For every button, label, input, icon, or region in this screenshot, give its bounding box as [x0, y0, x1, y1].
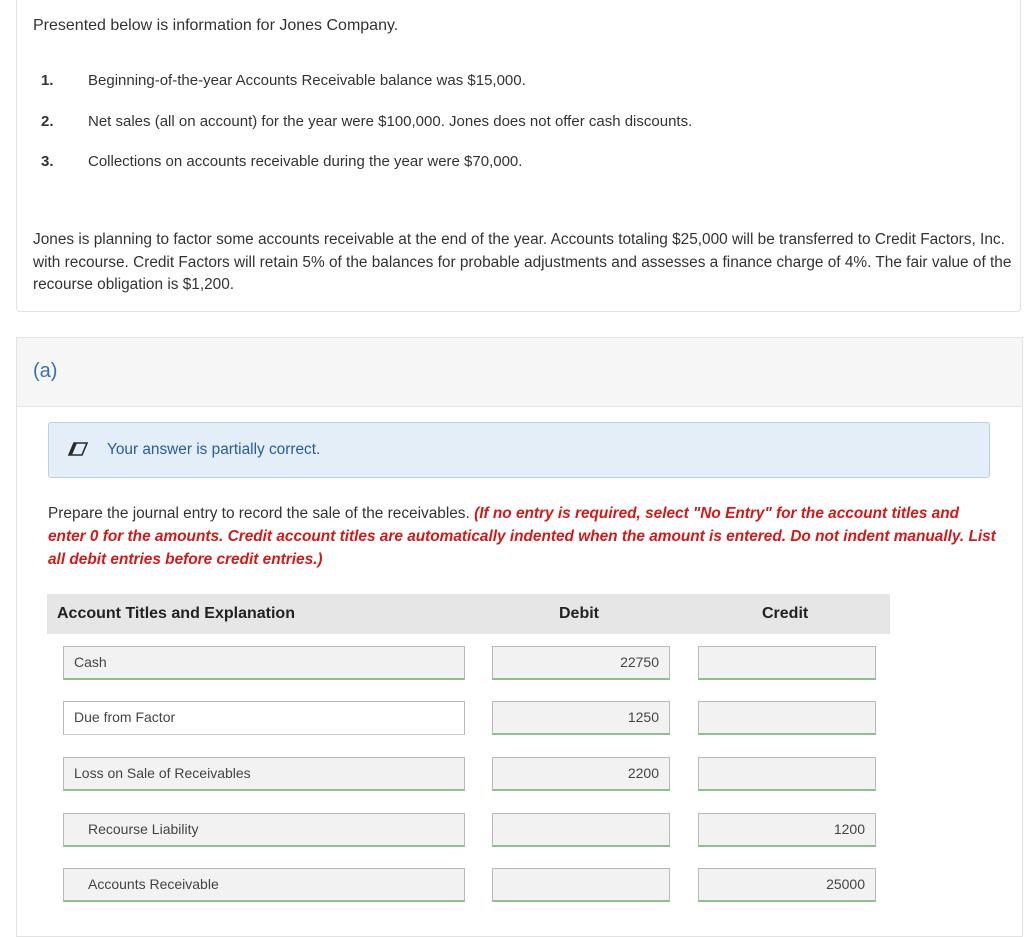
feedback-banner [48, 422, 990, 478]
account-input[interactable]: Loss on Sale of Receivables [63, 757, 465, 791]
credit-input[interactable] [698, 701, 876, 735]
problem-intro: Presented below is information for Jones Company. [33, 17, 399, 34]
header-credit: Credit [762, 605, 809, 622]
instruction-note: (If no entry is required, select "No Entry" for the account titles and enter 0 for the amounts. Credit account titles are automatically indented when the amount is entered. Do not indent manually. List all debit entries before credit entries.) [48, 505, 996, 568]
debit-input[interactable] [492, 813, 670, 847]
account-input[interactable]: Recourse Liability [63, 813, 465, 847]
debit-input[interactable]: 1250 [492, 701, 670, 735]
credit-input[interactable]: 1200 [698, 813, 876, 847]
journal-table-header [47, 594, 890, 634]
list-text: Beginning-of-the-year Accounts Receivable balance was $15,000. [88, 72, 526, 89]
part-a-card [16, 337, 1023, 937]
account-input[interactable]: Due from Factor [63, 701, 465, 735]
debit-input[interactable] [492, 868, 670, 902]
credit-input[interactable]: 25000 [698, 868, 876, 902]
header-account: Account Titles and Explanation [57, 605, 295, 622]
problem-card [16, 0, 1021, 312]
list-number: 2. [41, 113, 54, 130]
eraser-icon [67, 441, 89, 459]
list-number: 1. [41, 72, 54, 89]
account-input[interactable]: Cash [63, 646, 465, 680]
instruction-text: Prepare the journal entry to record the sale of the receivables. [48, 505, 470, 522]
debit-input[interactable]: 22750 [492, 646, 670, 680]
credit-input[interactable] [698, 646, 876, 680]
header-debit: Debit [559, 605, 599, 622]
list-number: 3. [41, 153, 54, 170]
part-header [17, 338, 1022, 407]
list-text: Collections on accounts receivable during the year were $70,000. [88, 153, 523, 170]
part-label: (a) [33, 360, 58, 382]
list-text: Net sales (all on account) for the year were $100,000. Jones does not offer cash discounts. [88, 113, 693, 130]
feedback-text: Your answer is partially correct. [107, 441, 321, 458]
instructions [48, 502, 998, 571]
account-input[interactable]: Accounts Receivable [63, 868, 465, 902]
debit-input[interactable]: 2200 [492, 757, 670, 791]
problem-paragraph: Jones is planning to factor some accounts receivable at the end of the year. Accounts totaling $25,000 will be transferred to Credit Factors, Inc. with recourse. Credit Factors will retain 5% of the balances for probable adjustments and assesses a finance charge of 4%. The fair value of the recourse obligation is $1,200. [33, 231, 1012, 293]
credit-input[interactable] [698, 757, 876, 791]
